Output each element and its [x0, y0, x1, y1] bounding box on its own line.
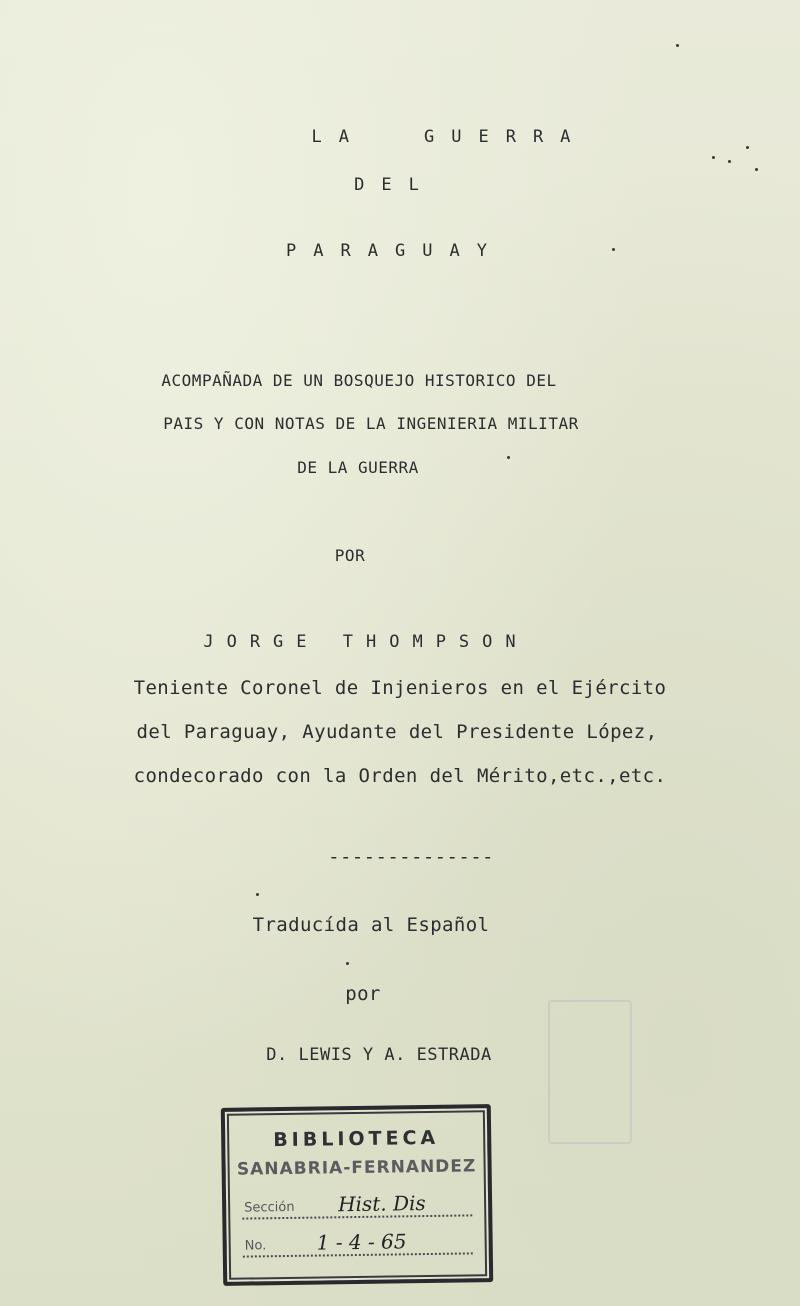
stamp-number-value: 1 - 4 - 65 — [316, 1229, 407, 1255]
by-label: POR — [334, 546, 366, 565]
author-name: JORGE THOMPSON — [203, 632, 529, 652]
title-guerra: GUERRA — [424, 127, 588, 147]
separator: -------------- — [328, 846, 494, 868]
stamp-title: BIBLIOTECA — [273, 1126, 440, 1152]
stamp-number-row — [242, 1226, 472, 1257]
stamp-number-label: No. — [244, 1238, 267, 1254]
stamp-owner: SANABRIA-FERNANDEZ — [236, 1156, 477, 1180]
title-line-2: DEL — [354, 175, 436, 195]
library-stamp — [221, 1104, 493, 1286]
ink-speck — [612, 248, 615, 251]
ink-speck — [676, 44, 679, 47]
stamp-section-row — [242, 1188, 472, 1219]
subtitle-line-3: DE LA GUERRA — [297, 458, 419, 477]
subtitle-line-2: PAIS Y CON NOTAS DE LA INGENIERIA MILITAR — [163, 414, 579, 433]
author-desc-2: del Paraguay, Ayudante del Presidente López, — [136, 721, 658, 743]
ink-speck — [746, 146, 749, 149]
ink-speck — [507, 456, 510, 459]
ink-speck — [712, 156, 715, 159]
stamp-section-value: Hist. Dis — [337, 1191, 426, 1217]
ink-speck — [728, 160, 731, 163]
subtitle-line-1: ACOMPAÑADA DE UN BOSQUEJO HISTORICO DEL — [161, 371, 557, 390]
ink-speck — [256, 893, 259, 896]
ink-speck — [346, 962, 349, 965]
translation-label: Traducída al Español — [252, 914, 490, 936]
author-desc-1: Teniente Coronel de Injenieros en el Ejército — [133, 677, 667, 699]
faded-stamp-mark — [548, 1000, 632, 1144]
title-line-1 — [0, 107, 795, 167]
title-line-3: PARAGUAY — [286, 241, 504, 261]
translators: D. LEWIS Y A. ESTRADA — [266, 1045, 492, 1065]
author-desc-3: condecorado con la Orden del Mérito,etc.,etc. — [133, 765, 667, 787]
ink-speck — [755, 168, 758, 171]
stamp-section-label: Sección — [244, 1199, 295, 1216]
title-la: LA — [311, 127, 366, 147]
translation-by: por — [345, 983, 381, 1005]
